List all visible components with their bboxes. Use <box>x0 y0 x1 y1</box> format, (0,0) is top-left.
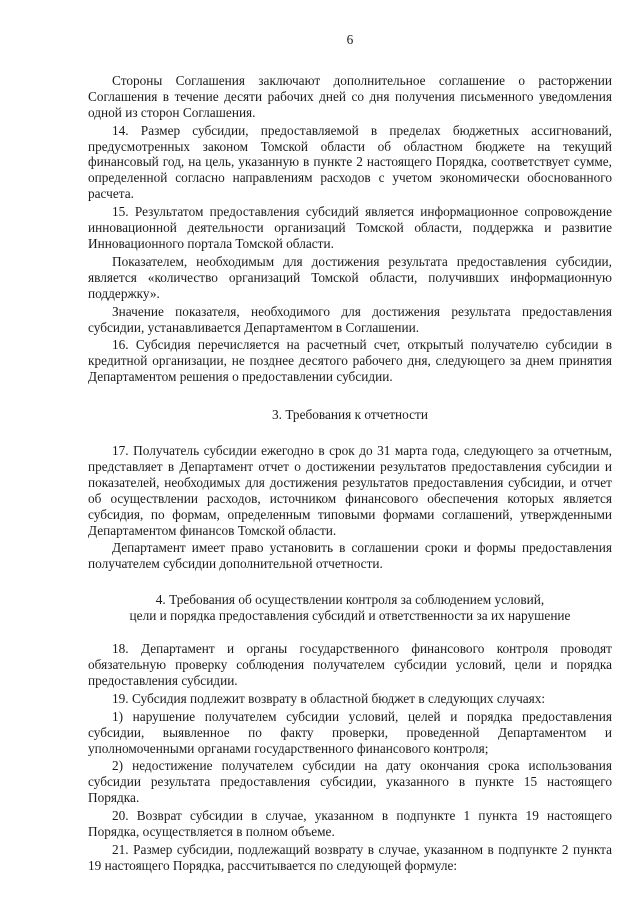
block-list-before-section-3 <box>88 73 612 385</box>
paragraph: 19. Субсидия подлежит возврату в областной бюджет в следующих случаях: <box>112 690 546 706</box>
block-list-section-3 <box>88 443 612 572</box>
paragraph: 16. Субсидия перечисляется на расчетный счет, открытый получателю субсидии в кредитной организации, не позднее десятого рабочего дня, следующего за днем принятия Департаментом решения о предоставлении субсидии. <box>88 337 612 385</box>
paragraph: 1) нарушение получателем субсидии условий, целей и порядка предоставления субсидии, выявленное по факту проверки, проведенной Департаментом и уполномоченными органами государственного финансового контроля; <box>88 708 612 756</box>
section-4-heading-line-2: цели и порядка предоставления субсидий и ответственности за их нарушение <box>129 608 571 624</box>
paragraph: Значение показателя, необходимого для достижения результата предоставления субсидии, устанавливается Департаментом в Соглашении. <box>88 303 612 335</box>
block-list-section-4 <box>88 641 612 874</box>
paragraph: Показателем, необходимым для достижения результата предоставления субсидии, является «количество организаций Томской области, получивших информационную поддержку». <box>88 253 612 301</box>
paragraph: 18. Департамент и органы государственного финансового контроля проводят обязательную проверку соблюдения получателем субсидии условий, цели и порядка предоставления субсидии. <box>88 641 612 688</box>
section-4-heading <box>88 592 612 624</box>
paragraph: 20. Возврат субсидии в случае, указанном в подпункте 1 пункта 19 настоящего Порядка, осуществляется в полном объеме. <box>88 808 612 840</box>
paragraph: 17. Получатель субсидии ежегодно в срок до 31 марта года, следующего за отчетным, представляет в Департамент отчет о достижении результатов предоставления субсидии и показателей, необходимых для достижения результатов предоставления субсидии, и отчет об осуществлении расходов, источником финансового обеспечения которых является субсидия, по формам, определенным типовыми формами соглашений, утвержденными Департаментом финансов Томской области. <box>88 443 612 538</box>
paragraph: 2) недостижение получателем субсидии на дату окончания срока использования субсидии результата предоставления субсидии, указанного в пункте 15 настоящего Порядка. <box>88 758 612 806</box>
section-3-heading: 3. Требования к отчетности <box>272 407 428 423</box>
paragraph: 15. Результатом предоставления субсидий является информационное сопровождение инновационной деятельности организаций Томской области, поддержка и развитие Инновационного портала Томской области. <box>88 204 612 251</box>
page-number: 6 <box>346 32 354 47</box>
paragraph: 14. Размер субсидии, предоставляемой в пределах бюджетных ассигнований, предусмотренных законом Томской области об областном бюджете на текущий финансовый год, на цель, указанную в пункте 2 настоящего Порядка, соответствует сумме, определенной согласно направлениям расходов с учетом экономически обоснованного расчета. <box>88 122 612 202</box>
paragraph: 21. Размер субсидии, подлежащий возврату в случае, указанном в подпункте 2 пункта 19 настоящего Порядка, рассчитывается по следующей формуле: <box>88 841 612 873</box>
paragraph: Стороны Соглашения заключают дополнительное соглашение о расторжении Соглашения в течение десяти рабочих дней со дня получения письменного уведомления одной из сторон Соглашения. <box>88 72 612 120</box>
paragraph: Департамент имеет право установить в соглашении сроки и формы предоставления получателем субсидии дополнительной отчетности. <box>88 540 612 572</box>
section-4-heading-line-1: 4. Требования об осуществлении контроля за соблюдением условий, <box>155 592 545 608</box>
